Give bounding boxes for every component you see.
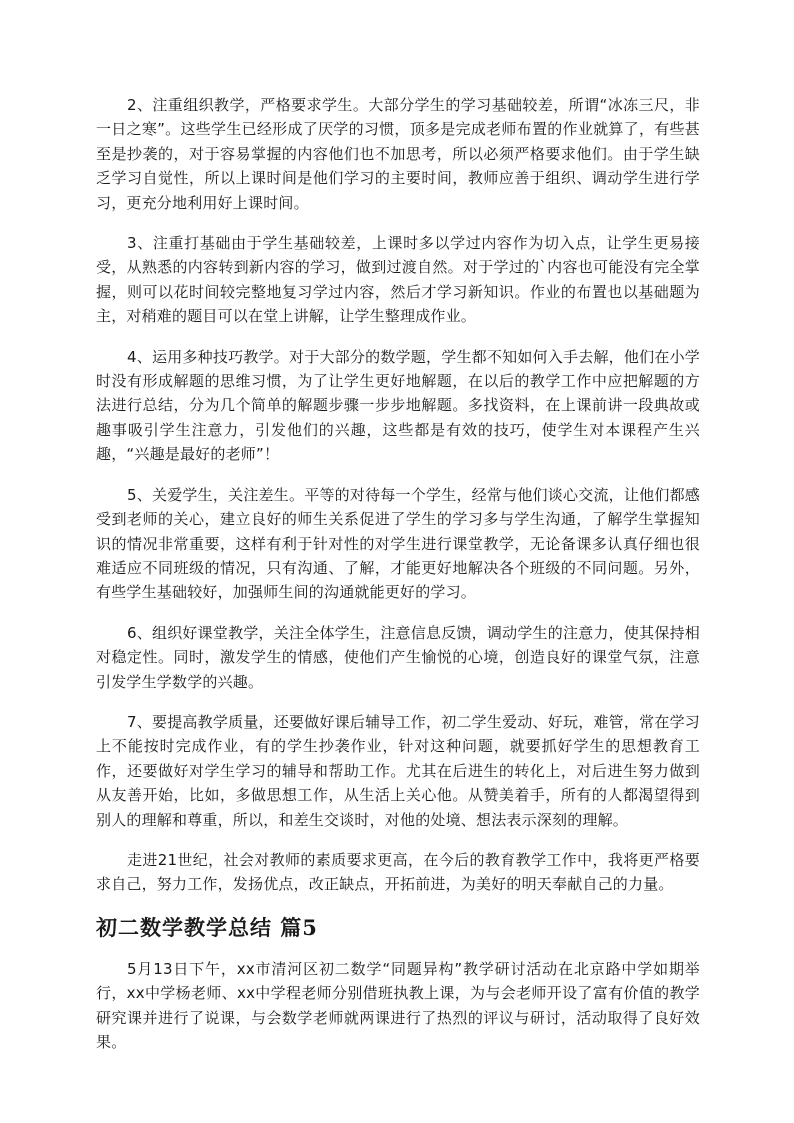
section-paragraph-1: 5月13日下午，xx市清河区初二数学“同题异构”教学研讨活动在北京路中学如期举行，xx中学杨老师、xx中学程老师分别借班执教上课，为与会老师开设了富有价值的教学研究课并进行了说课，与会数学老师就两课进行了热烈的评议与研讨，活动取得了良好效果。 xyxy=(96,959,700,1051)
paragraph-2: 2、注重组织教学，严格要求学生。大部分学生的学习基础较差，所谓“冰冻三尺，非一日之寒”。这些学生已经形成了厌学的习惯，顶多是完成老师布置的作业就算了，有些甚至是抄袭的，对于容易掌握的内容他们也不加思考，所以必须严格要求他们。由于学生缺乏学习自觉性，所以上课时间是他们学习的主要时间，教师应善于组织、调动学生进行学习，更充分地利用好上课时间。 xyxy=(96,96,700,212)
section-heading: 初二数学教学总结 篇5 xyxy=(96,914,318,940)
document-page xyxy=(96,93,700,1070)
paragraph-4: 4、运用多种技巧教学。对于大部分的数学题，学生都不知如何入手去解，他们在小学时没有形成解题的思维习惯，为了让学生更好地解题，在以后的教学工作中应把解题的方法进行总结，分为几个简单的解题步骤一步步地解题。多找资料，在上课前讲一段典故或趣事吸引学生注意力，引发他们的兴趣，这些都是有效的技巧，使学生对本课程产生兴趣，“兴趣是最好的老师”！ xyxy=(96,347,700,464)
paragraph-7: 7、要提高教学质量，还要做好课后辅导工作，初二学生爱动、好玩，难管，常在学习上不能按时完成作业，有的学生抄袭作业，针对这种问题，就要抓好学生的思想教育工作，还要做好对学生学习的辅导和帮助工作。尤其在后进生的转化上，对后进生努力做到从友善开始，比如，多做思想工作，从生活上关心他。从赞美着手，所有的人都渴望得到别人的理解和尊重，所以，和差生交谈时，对他的处境、想法表示深刻的理解。 xyxy=(96,712,700,829)
paragraph-5: 5、关爱学生，关注差生。平等的对待每一个学生，经常与他们谈心交流，让他们都感受到老师的关心，建立良好的师生关系促进了学生的学习多与学生沟通，了解学生掌握知识的情况非常重要，这样有利于针对性的对学生进行课堂教学，无论备课多认真仔细也很难适应不同班级的情况，只有沟通、了解，才能更好地解决各个班级的不同问题。另外，有些学生基础较好，加强师生间的沟通就能更好的学习。 xyxy=(96,485,700,602)
paragraph-conclusion: 走进21世纪，社会对教师的素质要求更高，在今后的教育教学工作中，我将更严格要求自己，努力工作，发扬优点，改正缺点，开拓前进，为美好的明天奉献自己的力量。 xyxy=(96,850,700,894)
paragraph-3: 3、注重打基础由于学生基础较差，上课时多以学过内容作为切入点，让学生更易接受，从熟悉的内容转到新内容的学习，做到过渡自然。对于学过的`内容也可能没有完全掌握，则可以花时间较完整地复习学过内容，然后才学习新知识。作业的布置也以基础题为主，对稍难的题目可以在堂上讲解，让学生整理成作业。 xyxy=(96,234,700,326)
paragraph-6: 6、组织好课堂教学，关注全体学生，注意信息反馈，调动学生的注意力，使其保持相对稳定性。同时，激发学生的情感，使他们产生愉悦的心境，创造良好的课堂气氛，注意引发学生学数学的兴趣。 xyxy=(96,623,700,691)
